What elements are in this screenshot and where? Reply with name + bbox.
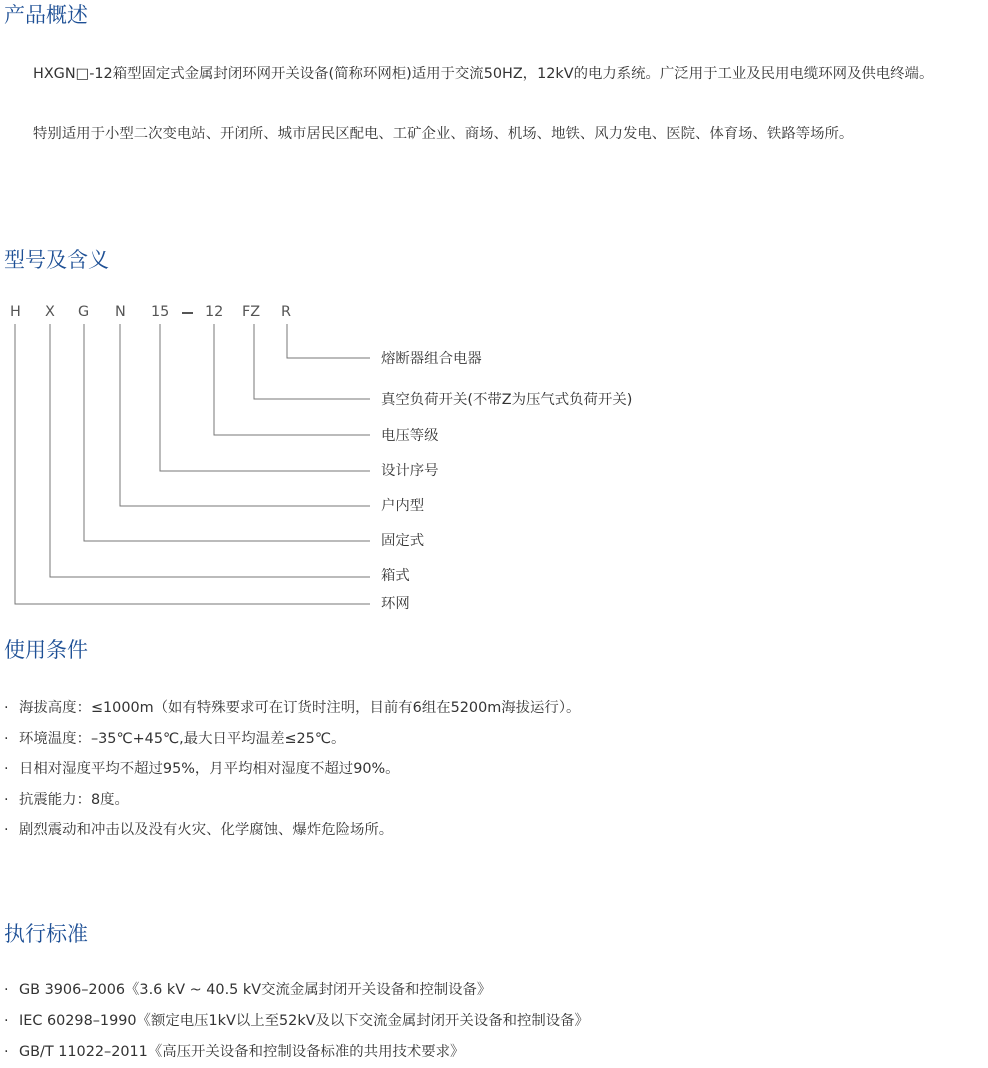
condition-text: 海拔高度：≤1000m（如有特殊要求可在订货时注明，目前有6组在5200m海拔运行）。 (19, 700, 581, 716)
code-part-r: R (281, 304, 291, 320)
list-item (4, 815, 580, 846)
list-item (4, 1037, 589, 1068)
section-title-model: 型号及含义 (4, 248, 109, 272)
bullet-dot: · (4, 982, 9, 998)
conditions-list (4, 693, 580, 846)
bullet-dot: · (4, 1013, 9, 1029)
condition-text: 环境温度：–35℃+45℃,最大日平均温差≤25℃。 (19, 730, 346, 747)
condition-text: 抗震能力：8度。 (19, 791, 129, 808)
code-part-15: 15 (151, 304, 170, 320)
connector-line-fz (254, 324, 370, 399)
model-connector-lines (0, 300, 700, 620)
list-item (4, 1006, 589, 1037)
bullet-dot: · (4, 761, 9, 777)
list-item (4, 724, 580, 755)
code-part-g: G (78, 304, 90, 320)
list-item (4, 693, 580, 724)
condition-text: 剧烈震动和冲击以及没有火灾、化学腐蚀、爆炸危险场所。 (19, 822, 394, 838)
connector-line-n (120, 324, 370, 506)
section-title-standards: 执行标准 (4, 922, 88, 946)
standard-text: GB 3906–2006《3.6 kV ~ 40.5 kV交流金属封闭开关设备和控制设备》 (19, 982, 492, 998)
connector-line-15 (160, 324, 370, 471)
code-part-h: H (10, 304, 21, 320)
meaning-label-fz: 真空负荷开关(不带Z为压气式负荷开关) (381, 392, 633, 408)
meaning-label-g: 固定式 (381, 533, 425, 549)
bullet-dot: · (4, 700, 9, 716)
meaning-label-h: 环网 (381, 596, 410, 612)
standard-text: IEC 60298–1990《额定电压1kV以上至52kV及以下交流金属封闭开关设备和控制设备》 (19, 1013, 589, 1029)
bullet-dot: · (4, 791, 9, 808)
meaning-label-n: 户内型 (381, 498, 425, 514)
connector-line-r (287, 324, 370, 358)
bullet-dot: · (4, 1044, 9, 1060)
code-part-12: 12 (205, 304, 224, 320)
section-title-overview: 产品概述 (4, 3, 88, 27)
connector-line-x (50, 324, 370, 577)
list-item (4, 785, 580, 816)
code-part-x: X (45, 304, 55, 320)
connector-line-g (84, 324, 370, 541)
connector-line-h (15, 324, 370, 604)
connector-line-12 (214, 324, 370, 435)
overview-paragraph: HXGN□-12箱型固定式金属封闭环网开关设备(简称环网柜)适用于交流50HZ，12kV的电力系统。广泛用于工业及民用电缆环网及供电终端。 (33, 66, 934, 82)
bullet-dot: · (4, 822, 9, 838)
meaning-label-15: 设计序号 (381, 463, 439, 479)
list-item (4, 754, 580, 785)
standards-list (4, 975, 589, 1068)
meaning-label-x: 箱式 (381, 568, 410, 584)
meaning-label-r: 熔断器组合电器 (381, 351, 482, 367)
section-title-conditions: 使用条件 (4, 638, 88, 662)
code-part-fz: FZ (242, 304, 261, 320)
model-code-diagram (0, 300, 700, 620)
standard-text: GB/T 11022–2011《高压开关设备和控制设备标准的共用技术要求》 (19, 1044, 465, 1060)
meaning-label-12: 电压等级 (381, 428, 439, 444)
overview-paragraph: 特别适用于小型二次变电站、开闭所、城市居民区配电、工矿企业、商场、机场、地铁、风力发电、医院、体育场、铁路等场所。 (33, 126, 854, 142)
condition-text: 日相对湿度平均不超过95%，月平均相对湿度不超过90%。 (19, 761, 400, 777)
code-part-n: N (115, 304, 126, 320)
bullet-dot: · (4, 730, 9, 747)
list-item (4, 975, 589, 1006)
